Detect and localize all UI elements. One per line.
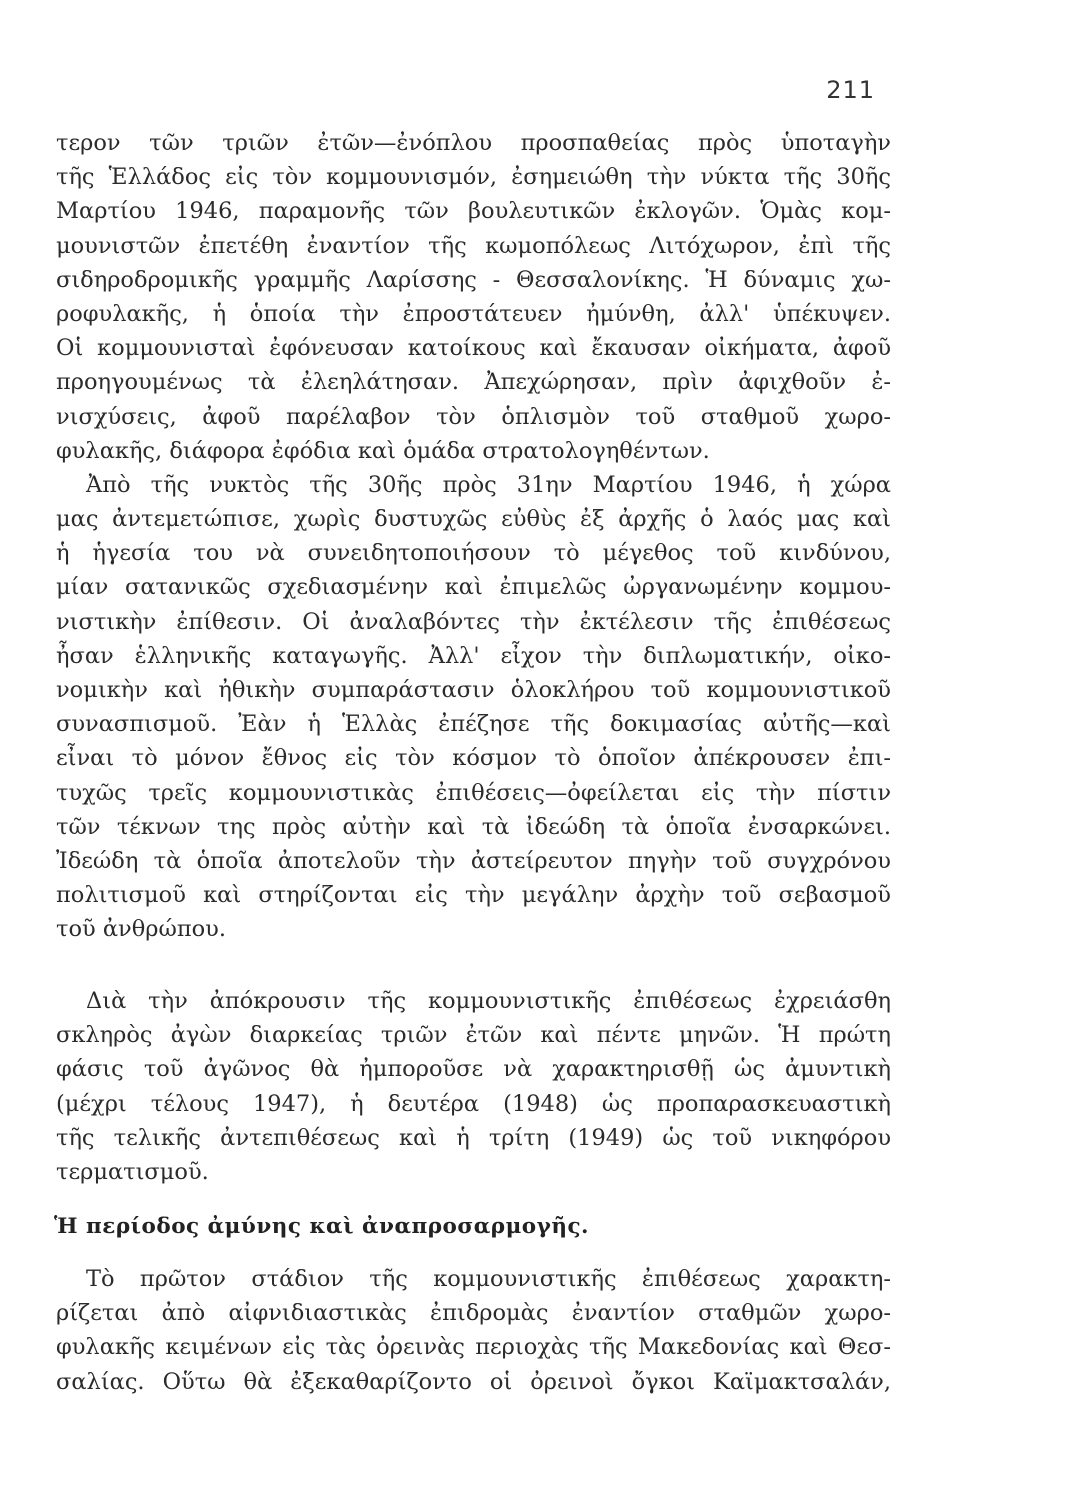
text-line: τῶν τέκνων της πρὸς αὐτὴν καὶ τὰ ἰδεώδη τὰ ὁποῖα ἐνσαρκώνει. (56, 813, 891, 840)
text-line: σαλίας. Οὕτω θὰ ἐξεκαθαρίζοντο οἱ ὀρεινοὶ ὄγκοι Καϊμακτσαλάν, (56, 1368, 891, 1395)
text-line: νισχύσεις, ἀφοῦ παρέλαβον τὸν ὁπλισμὸν τοῦ σταθμοῦ χωρο- (56, 403, 891, 430)
text-line: Μαρτίου 1946, παραμονῆς τῶν βουλευτικῶν ἐκλογῶν. Ὁμὰς κομ- (56, 198, 891, 225)
text-line: ροφυλακῆς, ἡ ὁποία τὴν ἐπροστάτευεν ἠμύνθη, ἀλλ' ὑπέκυψεν. (56, 300, 891, 327)
text-line: Ἀπὸ τῆς νυκτὸς τῆς 30ῆς πρὸς 31ην Μαρτίου 1946, ἡ χώρα (86, 471, 891, 498)
text-line: πολιτισμοῦ καὶ στηρίζονται εἰς τὴν μεγάλην ἀρχὴν τοῦ σεβασμοῦ (56, 882, 891, 909)
text-line: φάσις τοῦ ἀγῶνος θὰ ἠμποροῦσε νὰ χαρακτηρισθῇ ὡς ἀμυντικὴ (56, 1056, 891, 1083)
text-line: Τὸ πρῶτον στάδιον τῆς κομμουνιστικῆς ἐπιθέσεως χαρακτη- (86, 1266, 891, 1292)
text-line: Διὰ τὴν ἀπόκρουσιν τῆς κομμουνιστικῆς ἐπιθέσεως ἐχρειάσθη (86, 988, 891, 1014)
text-line: ρίζεται ἀπὸ αἰφνιδιαστικὰς ἐπιδρομὰς ἐναντίον σταθμῶν χωρο- (56, 1300, 891, 1327)
body-text (56, 984, 891, 1189)
body-text (56, 1262, 891, 1399)
body-text (56, 126, 891, 947)
section-heading: Ἡ περίοδος ἀμύνης καὶ ἀναπροσαρμογῆς. (54, 1214, 590, 1239)
page-number: 211 (826, 76, 875, 104)
text-line: τερματισμοῦ. (56, 1158, 209, 1185)
text-line: μίαν σατανικῶς σχεδιασμένην καὶ ἐπιμελῶς ὠργανωμένην κομμου- (56, 574, 891, 601)
text-line: ἦσαν ἑλληνικῆς καταγωγῆς. Ἀλλ' εἶχον τὴν διπλωματικήν, οἰκο- (56, 642, 891, 669)
text-line: συνασπισμοῦ. Ἐὰν ἡ Ἑλλὰς ἐπέζησε τῆς δοκιμασίας αὐτῆς—καὶ (56, 711, 891, 738)
text-line: τυχῶς τρεῖς κομμουνιστικὰς ἐπιθέσεις—ὀφείλεται εἰς τὴν πίστιν (56, 779, 891, 806)
text-line: προηγουμένως τὰ ἐλεηλάτησαν. Ἀπεχώρησαν, πρὶν ἀφιχθοῦν ἐ- (56, 369, 891, 396)
text-line: ἡ ἡγεσία του νὰ συνειδητοποιήσουν τὸ μέγεθος τοῦ κινδύνου, (56, 540, 891, 567)
text-line: τερον τῶν τριῶν ἐτῶν—ἐνόπλου προσπαθείας πρὸς ὑποταγὴν (56, 130, 891, 156)
text-line: τῆς Ἑλλάδος εἰς τὸν κομμουνισμόν, ἐσημειώθη τὴν νύκτα τῆς 30ῆς (56, 164, 891, 191)
text-line: φυλακῆς κειμένων εἰς τὰς ὀρεινὰς περιοχὰς τῆς Μακεδονίας καὶ Θεσ- (56, 1334, 891, 1361)
text-line: (μέχρι τέλους 1947), ἡ δευτέρα (1948) ὡς προπαρασκευαστικὴ (56, 1090, 891, 1117)
text-line: νομικὴν καὶ ἠθικὴν συμπαράστασιν ὁλοκλήρου τοῦ κομμουνιστικοῦ (56, 677, 891, 703)
text-line: εἶναι τὸ μόνον ἔθνος εἰς τὸν κόσμον τὸ ὁποῖον ἀπέκρουσεν ἐπι- (56, 745, 891, 772)
text-line: σιδηροδρομικῆς γραμμῆς Λαρίσσης - Θεσσαλονίκης. Ἡ δύναμις χω- (56, 266, 891, 293)
text-line: τοῦ ἀνθρώπου. (56, 916, 226, 943)
text-line: σκληρὸς ἀγὼν διαρκείας τριῶν ἐτῶν καὶ πέντε μηνῶν. Ἡ πρώτη (56, 1022, 891, 1049)
text-line: φυλακῆς, διάφορα ἐφόδια καὶ ὁμάδα στρατολογηθέντων. (56, 437, 710, 464)
text-line: τῆς τελικῆς ἀντεπιθέσεως καὶ ἡ τρίτη (1949) ὡς τοῦ νικηφόρου (56, 1124, 891, 1151)
text-line: μας ἀντεμετώπισε, χωρὶς δυστυχῶς εὐθὺς ἐξ ἀρχῆς ὁ λαός μας καὶ (56, 506, 891, 533)
text-line: νιστικὴν ἐπίθεσιν. Οἱ ἀναλαβόντες τὴν ἐκτέλεσιν τῆς ἐπιθέσεως (56, 608, 891, 635)
text-line: μουνιστῶν ἐπετέθη ἐναντίον τῆς κωμοπόλεως Λιτόχωρον, ἐπὶ τῆς (56, 232, 891, 259)
text-line: Οἱ κομμουνισταὶ ἐφόνευσαν κατοίκους καὶ ἔκαυσαν οἰκήματα, ἀφοῦ (56, 335, 891, 362)
text-line: Ἰδεώδη τὰ ὁποῖα ἀποτελοῦν τὴν ἀστείρευτον πηγὴν τοῦ συγχρόνου (56, 847, 891, 874)
